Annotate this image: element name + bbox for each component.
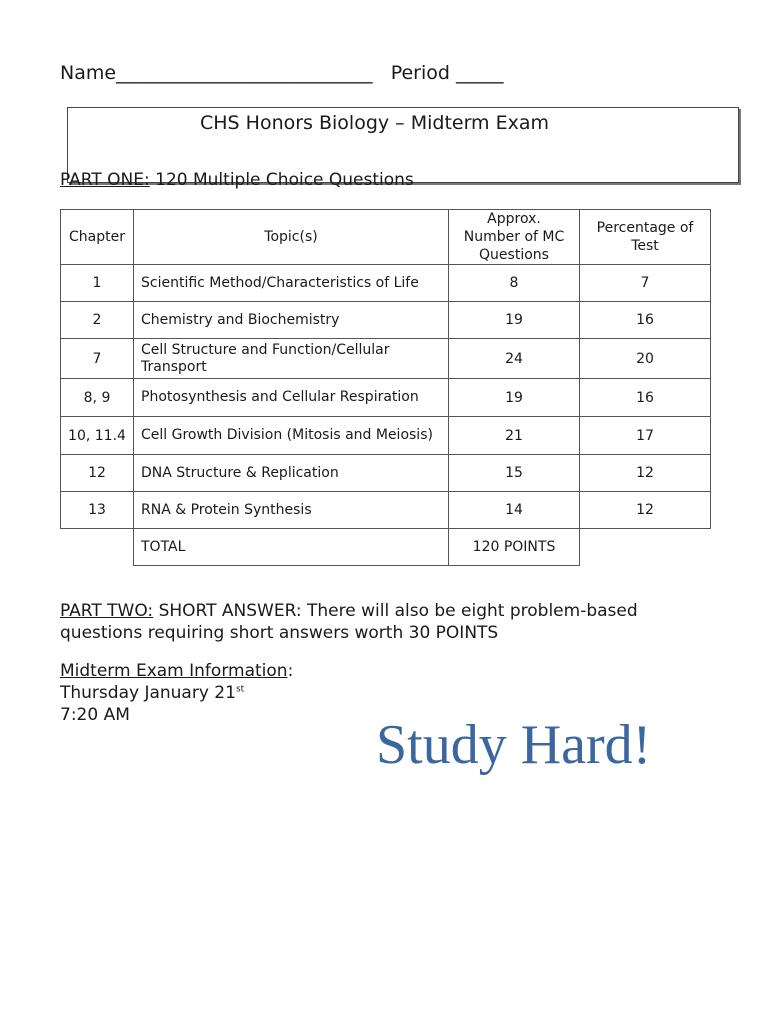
midterm-time: 7:20 AM	[60, 705, 130, 725]
table-row	[61, 339, 711, 379]
header-chapter: Chapter	[61, 210, 134, 265]
table-row	[61, 455, 711, 492]
row-percent: 16	[580, 379, 711, 417]
row-topic: Scientific Method/Characteristics of Life	[134, 265, 449, 302]
table-row	[61, 302, 711, 339]
row-percent: 17	[580, 417, 711, 455]
header-percentage	[580, 210, 711, 265]
row-questions: 24	[449, 339, 580, 379]
header-number-of-questions	[449, 210, 580, 265]
header-percent-line-1: Percentage of	[596, 220, 694, 236]
part-one-label: PART ONE:	[60, 170, 150, 190]
total-spacer-right	[580, 529, 711, 566]
header-number-line-1: Approx.	[487, 211, 541, 227]
row-questions: 19	[449, 302, 580, 339]
midterm-date-line	[60, 682, 293, 704]
midterm-date-suffix: st	[235, 684, 245, 695]
row-percent: 16	[580, 302, 711, 339]
part-one-heading	[60, 170, 414, 190]
row-chapter: 13	[61, 492, 134, 529]
row-questions: 19	[449, 379, 580, 417]
row-chapter: 10, 11.4	[61, 417, 134, 455]
study-hard-wordart: Study Hard!	[376, 714, 652, 776]
midterm-date: Thursday January 21	[60, 683, 236, 703]
total-value: 120 POINTS	[449, 529, 580, 566]
table-row	[61, 265, 711, 302]
row-chapter: 2	[61, 302, 134, 339]
table-header-row	[61, 210, 711, 265]
row-percent: 7	[580, 265, 711, 302]
name-period-line	[60, 62, 503, 84]
midterm-heading-line	[60, 660, 293, 682]
part-two-paragraph	[60, 600, 720, 644]
row-topic: Cell Growth Division (Mitosis and Meiosis)	[134, 417, 449, 455]
name-field-label: Name___________________________	[60, 62, 373, 84]
exam-breakdown-table	[60, 209, 711, 566]
table-row	[61, 417, 711, 455]
row-questions: 14	[449, 492, 580, 529]
part-two-text: SHORT ANSWER: There will also be eight problem-based questions requiring short answers worth 30 POINTS	[60, 601, 638, 643]
row-chapter: 8, 9	[61, 379, 134, 417]
header-number-line-3: Questions	[479, 247, 549, 263]
total-spacer	[61, 529, 134, 566]
row-chapter: 7	[61, 339, 134, 379]
header-percent-line-2: Test	[631, 238, 659, 254]
row-chapter: 1	[61, 265, 134, 302]
row-percent: 12	[580, 492, 711, 529]
part-one-text: 120 Multiple Choice Questions	[149, 170, 414, 190]
row-questions: 21	[449, 417, 580, 455]
midterm-heading-colon: :	[287, 661, 294, 681]
row-topic: RNA & Protein Synthesis	[134, 492, 449, 529]
row-topic: DNA Structure & Replication	[134, 455, 449, 492]
period-field-label: Period _____	[390, 62, 504, 84]
row-percent: 12	[580, 455, 711, 492]
midterm-heading: Midterm Exam Information	[60, 661, 288, 681]
table-row	[61, 379, 711, 417]
header-number-line-2: Number of MC	[463, 229, 565, 245]
part-two-label: PART TWO:	[60, 601, 154, 621]
midterm-info	[60, 660, 293, 726]
exam-title: CHS Honors Biology – Midterm Exam	[200, 112, 550, 134]
row-questions: 8	[449, 265, 580, 302]
row-topic: Photosynthesis and Cellular Respiration	[134, 379, 449, 417]
table-row	[61, 492, 711, 529]
row-questions: 15	[449, 455, 580, 492]
row-chapter: 12	[61, 455, 134, 492]
row-percent: 20	[580, 339, 711, 379]
row-topic: Chemistry and Biochemistry	[134, 302, 449, 339]
header-topics: Topic(s)	[134, 210, 449, 265]
total-label: TOTAL	[134, 529, 449, 566]
table-total-row	[61, 529, 711, 566]
row-topic: Cell Structure and Function/Cellular Transport	[134, 339, 449, 379]
